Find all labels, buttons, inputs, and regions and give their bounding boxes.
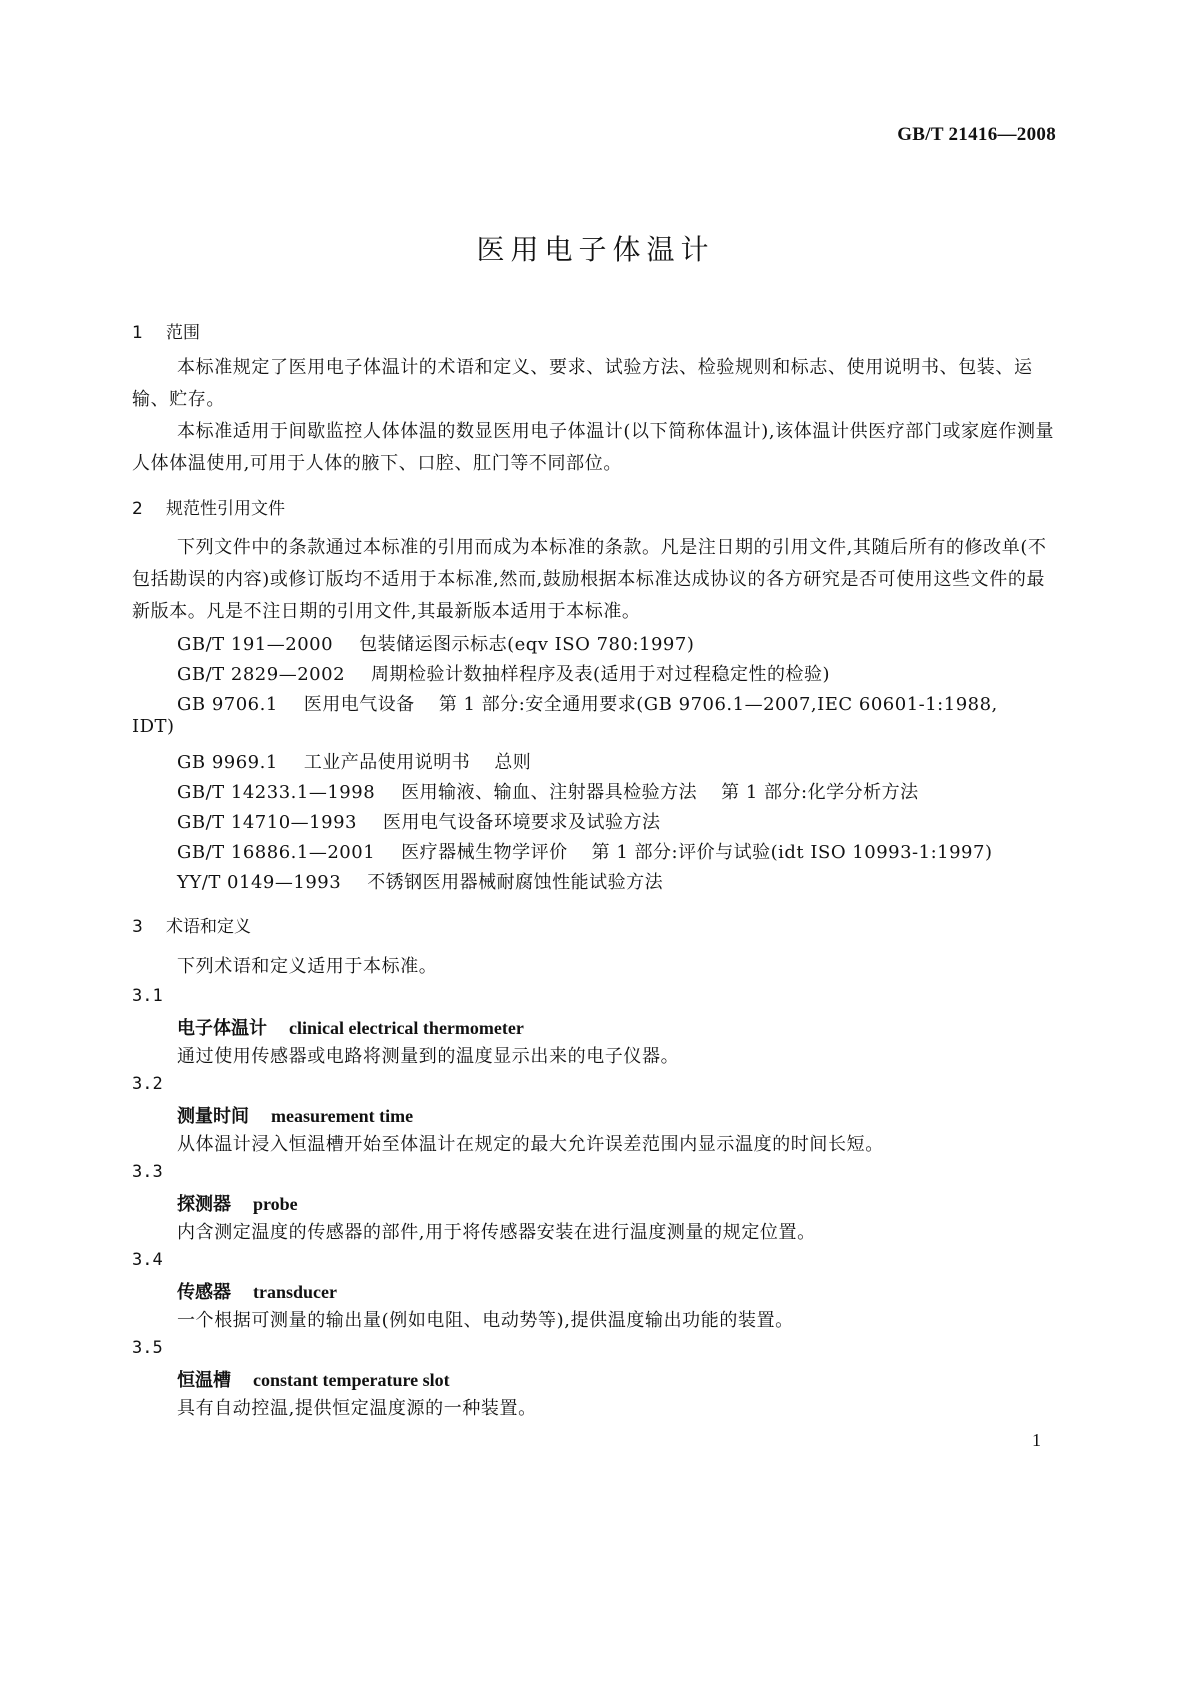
term-zh: 恒温槽	[177, 1370, 231, 1391]
reference-title: 包装储运图示标志(eqv ISO 780:1997)	[359, 634, 695, 655]
term-zh: 探测器	[177, 1194, 231, 1215]
section-title: 范围	[166, 323, 200, 343]
reference-item	[177, 630, 694, 656]
section-1-heading	[132, 318, 200, 343]
page-number: 1	[1032, 1430, 1041, 1450]
reference-code: GB/T 14233.1—1998	[177, 782, 376, 803]
reference-title: 医用输液、输血、注射器具检验方法	[401, 782, 698, 803]
reference-item	[177, 778, 919, 804]
reference-title: 医用电气设备	[303, 694, 415, 715]
section-number: 1	[132, 323, 143, 343]
clause-number: 3.4	[132, 1250, 163, 1270]
section-number: 2	[132, 499, 143, 519]
term-definition: 具有自动控温,提供恒定温度源的一种装置。	[177, 1398, 537, 1419]
reference-item	[177, 690, 998, 716]
term	[177, 1366, 450, 1392]
term-en: clinical electrical thermometer	[289, 1018, 524, 1038]
reference-title: 医用电气设备环境要求及试验方法	[382, 812, 661, 833]
reference-item	[177, 838, 992, 864]
term-en: constant temperature slot	[253, 1370, 450, 1390]
clause-number: 3.3	[132, 1162, 163, 1182]
section-2-heading	[132, 494, 285, 519]
reference-code: GB 9969.1	[177, 752, 278, 773]
clause-number: 3.2	[132, 1074, 163, 1094]
term-definition: 一个根据可测量的输出量(例如电阻、电动势等),提供温度输出功能的装置。	[177, 1310, 794, 1331]
term	[177, 1014, 524, 1040]
term-en: probe	[253, 1194, 298, 1214]
paragraph: 本标准适用于间歇监控人体体温的数显医用电子体温计(以下简称体温计),该体温计供医疗部门或家庭作测量人体体温使用,可用于人体的腋下、口腔、肛门等不同部位。	[132, 421, 1055, 474]
term-en: transducer	[253, 1282, 337, 1302]
reference-item	[177, 808, 660, 834]
section-title: 规范性引用文件	[166, 499, 285, 519]
reference-continuation: IDT)	[132, 716, 175, 737]
term-definition: 从体温计浸入恒温槽开始至体温计在规定的最大允许误差范围内显示温度的时间长短。	[177, 1134, 884, 1155]
reference-part: 第 1 部分:评价与试验(idt ISO 10993-1:1997)	[591, 842, 993, 863]
clause-number: 3.5	[132, 1338, 163, 1358]
term-zh: 测量时间	[177, 1106, 249, 1127]
reference-item	[177, 660, 830, 686]
reference-part: 第 1 部分:化学分析方法	[721, 782, 919, 803]
section-intro: 下列术语和定义适用于本标准。	[177, 956, 438, 977]
reference-title: 工业产品使用说明书	[303, 752, 471, 773]
term-zh: 传感器	[177, 1282, 231, 1303]
reference-title: 不锈钢医用器械耐腐蚀性能试验方法	[367, 872, 664, 893]
paragraph: 下列文件中的条款通过本标准的引用而成为本标准的条款。凡是注日期的引用文件,其随后所有的修改单(不包括勘误的内容)或修订版均不适用于本标准,然而,鼓励根据本标准达成协议的各方研究是否可使用这些文件的最新版本。凡是不注日期的引用文件,其最新版本适用于本标准。	[132, 537, 1047, 622]
term-definition: 通过使用传感器或电路将测量到的温度显示出来的电子仪器。	[177, 1046, 680, 1067]
term-zh: 电子体温计	[177, 1018, 267, 1039]
reference-code: GB 9706.1	[177, 694, 278, 715]
section-3-heading	[132, 912, 251, 937]
reference-item	[177, 868, 663, 894]
section-number: 3	[132, 917, 143, 937]
reference-code: GB/T 2829—2002	[177, 664, 346, 685]
section-title: 术语和定义	[166, 917, 251, 937]
term	[177, 1190, 298, 1216]
reference-code: GB/T 191—2000	[177, 634, 334, 655]
reference-title: 周期检验计数抽样程序及表(适用于对过程稳定性的检验)	[371, 664, 831, 685]
document-title: 医用电子体温计	[476, 233, 715, 266]
clause-number: 3.1	[132, 986, 163, 1006]
term	[177, 1102, 413, 1128]
term-en: measurement time	[271, 1106, 414, 1126]
reference-item	[177, 748, 531, 774]
paragraph: 本标准规定了医用电子体温计的术语和定义、要求、试验方法、检验规则和标志、使用说明书、包装、运输、贮存。	[132, 357, 1033, 410]
reference-part: 总则	[494, 752, 532, 773]
reference-code: GB/T 14710—1993	[177, 812, 357, 833]
term	[177, 1278, 337, 1304]
reference-code: GB/T 16886.1—2001	[177, 842, 376, 863]
reference-code: YY/T 0149—1993	[177, 872, 342, 893]
standard-code: GB/T 21416—2008	[897, 124, 1056, 145]
reference-title: 医疗器械生物学评价	[401, 842, 568, 863]
reference-part: 第 1 部分:安全通用要求(GB 9706.1—2007,IEC 60601-1:1988,	[438, 694, 998, 715]
term-definition: 内含测定温度的传感器的部件,用于将传感器安装在进行温度测量的规定位置。	[177, 1222, 816, 1243]
